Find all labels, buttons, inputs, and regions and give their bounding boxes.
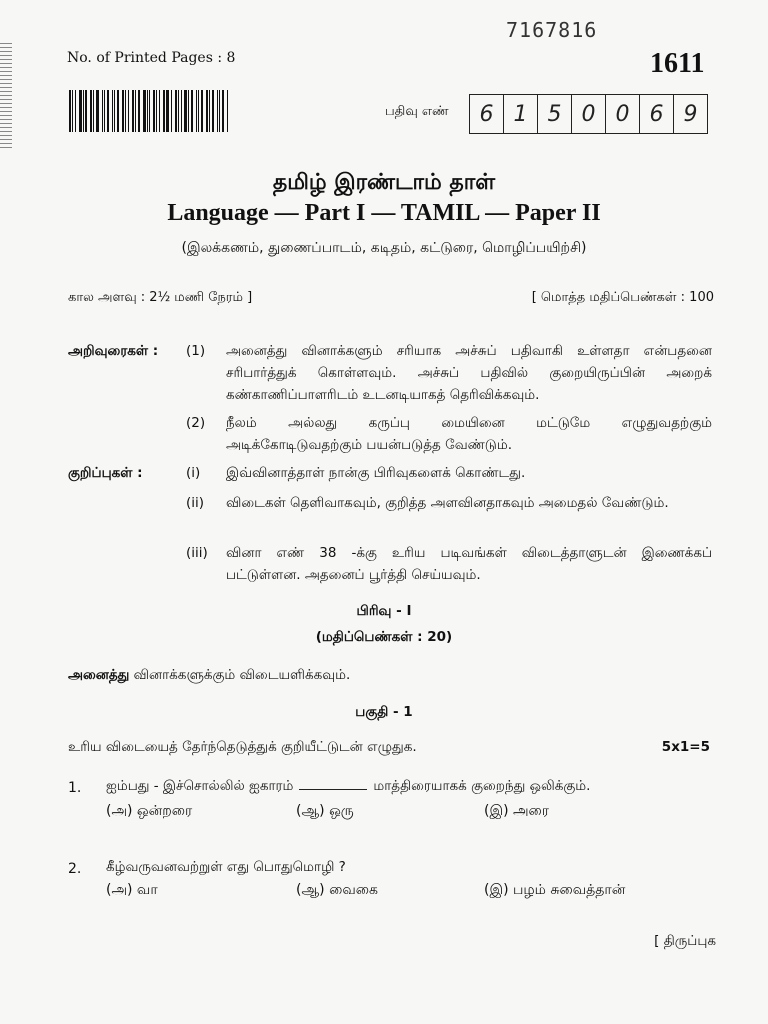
barcode-bar	[79, 90, 82, 132]
question-text-end: மாத்திரையாகக் குறைந்து ஒலிக்கும்.	[373, 778, 591, 794]
option-c: (இ) பழம் சுவைத்தான்	[484, 882, 626, 898]
option-a: (அ) ஒன்றரை	[106, 803, 193, 819]
barcode-bar	[159, 90, 160, 132]
barcode-bar	[122, 90, 124, 132]
paper-code: 1611	[650, 48, 705, 79]
barcode-bar	[147, 90, 148, 132]
barcode-bar	[135, 90, 136, 132]
question-text: கீழ்வருவனவற்றுள் எது பொதுமொழி ?	[106, 859, 346, 875]
barcode-bar	[149, 90, 150, 132]
note-number: (ii)	[186, 495, 205, 511]
instruction-number: (2)	[186, 415, 206, 431]
register-digit: 1	[504, 95, 538, 133]
barcode-bar	[83, 90, 84, 132]
barcode-bar	[163, 90, 165, 132]
barcode-bar	[125, 90, 126, 132]
barcode-bar	[184, 90, 187, 132]
instructions-label: அறிவுரைகள் :	[68, 343, 159, 359]
barcode-bar	[166, 90, 169, 132]
barcode-bar	[153, 90, 155, 132]
barcode-bar	[227, 90, 228, 132]
part-marks: 5x1=5	[661, 739, 710, 755]
barcode-bar	[138, 90, 140, 132]
question-text-start: ஐம்பது - இச்சொல்லில் ஐகாரம்	[106, 778, 294, 794]
section-title: பிரிவு - I	[356, 603, 412, 619]
option-b: (ஆ) ஒரு	[296, 803, 354, 819]
barcode-bar	[69, 90, 71, 132]
section-instruction	[68, 664, 350, 686]
page-edge-marks	[0, 40, 12, 150]
barcode-bar	[102, 90, 103, 132]
question-number: 2.	[68, 861, 82, 877]
barcode-bar	[201, 90, 203, 132]
barcode-bar	[132, 90, 134, 132]
barcode-bar	[171, 90, 172, 132]
barcode-bar	[72, 90, 73, 132]
barcode-bar	[209, 90, 210, 132]
barcode-bar	[114, 90, 115, 132]
barcode-bar	[217, 90, 218, 132]
barcode-bar	[90, 90, 92, 132]
register-digit: 9	[683, 101, 698, 127]
option-c: (இ) அரை	[484, 803, 550, 819]
question-number: 1.	[68, 780, 82, 796]
barcode-bar	[117, 90, 120, 132]
register-digit: 0	[572, 95, 606, 133]
question-text	[106, 775, 590, 797]
note-text: இவ்வினாத்தாள் நான்கு பிரிவுகளைக் கொண்டது.	[226, 465, 526, 481]
note-number: (i)	[186, 465, 201, 481]
register-number-boxes	[469, 94, 708, 134]
instruction-number: (1)	[186, 343, 206, 359]
barcode-bar	[219, 90, 220, 132]
barcode-bar	[212, 90, 215, 132]
barcode-bar	[222, 90, 224, 132]
part-instruction: உரிய விடையைத் தேர்ந்தெடுத்துக் குறியீட்டுடன் எழுதுக.	[68, 739, 417, 755]
instruction-text: நீலம் அல்லது கருப்பு மையினை மட்டுமே எழுதுவதற்கும் அடிக்கோடிடுவதற்கும் பயன்படுத்த வேண்டும்.	[226, 415, 712, 453]
part-title: பகுதி - 1	[355, 704, 413, 720]
barcode-bar	[85, 90, 87, 132]
time-allowed: கால அளவு : 2½ மணி நேரம் ]	[68, 290, 253, 305]
printed-pages: No. of Printed Pages : 8	[67, 50, 236, 66]
barcode-bar	[112, 90, 113, 132]
option-b: (ஆ) வைகை	[296, 882, 378, 898]
barcode-bar	[196, 90, 197, 132]
barcode-bar	[188, 90, 189, 132]
barcode-bar	[96, 90, 99, 132]
barcode-bar	[93, 90, 94, 132]
barcode-bar	[181, 90, 182, 132]
turn-over: [ திருப்புக	[654, 933, 716, 949]
notes-label: குறிப்புகள் :	[68, 465, 143, 481]
register-label: பதிவு எண்	[385, 104, 449, 119]
barcode-bar	[156, 90, 157, 132]
answer-blank	[299, 789, 367, 790]
subtitle: (இலக்கணம், துணைப்பாடம், கடிதம், கட்டுரை, மொழிப்பயிற்சி)	[181, 240, 587, 256]
note-text: வினா எண் 38 -க்கு உரிய படிவங்கள் விடைத்தாளுடன் இணைக்கப் பட்டுள்ளன. அதனைப் பூர்த்தி செய்யவும்.	[226, 545, 712, 583]
barcode-bar	[198, 90, 199, 132]
option-a: (அ) வா	[106, 882, 158, 898]
note-text: விடைகள் தெளிவாகவும், குறித்த அளவினதாகவும் அமைதல் வேண்டும்.	[226, 495, 669, 511]
total-marks: [ மொத்த மதிப்பெண்கள் : 100	[531, 290, 714, 305]
instruction-text: அனைத்து வினாக்களும் சரியாக அச்சுப் பதிவாகி உள்ளதா என்பதனை சரிபார்த்துக் கொள்ளவும். அச்சுப் பதிவில் குறையிருப்பின் அறைக் கண்காணிப்பாளரிடம் உடனடியாகத் தெரிவிக்கவும்.	[226, 343, 712, 403]
title-english: Language — Part I — TAMIL — Paper II	[167, 200, 601, 226]
barcode-bar	[178, 90, 179, 132]
barcode-bar	[143, 90, 146, 132]
barcode	[69, 90, 229, 132]
register-digit: 0	[606, 95, 640, 133]
instruction-emphasis: அனைத்து	[68, 667, 130, 683]
register-digit: 5	[538, 95, 572, 133]
note-number: (iii)	[186, 545, 208, 561]
section-marks: (மதிப்பெண்கள் : 20)	[315, 629, 453, 645]
handwritten-number: 7167816	[506, 18, 598, 42]
barcode-bar	[206, 90, 208, 132]
barcode-bar	[75, 90, 76, 132]
barcode-bar	[191, 90, 193, 132]
register-digit: 6	[470, 95, 504, 133]
register-digit: 6	[640, 95, 674, 133]
barcode-bar	[128, 90, 129, 132]
barcode-bar	[107, 90, 109, 132]
barcode-bar	[175, 90, 177, 132]
barcode-bar	[104, 90, 105, 132]
title-tamil: தமிழ் இரண்டாம் தாள்	[272, 170, 496, 195]
instruction-rest: வினாக்களுக்கும் விடையளிக்கவும்.	[129, 667, 351, 683]
